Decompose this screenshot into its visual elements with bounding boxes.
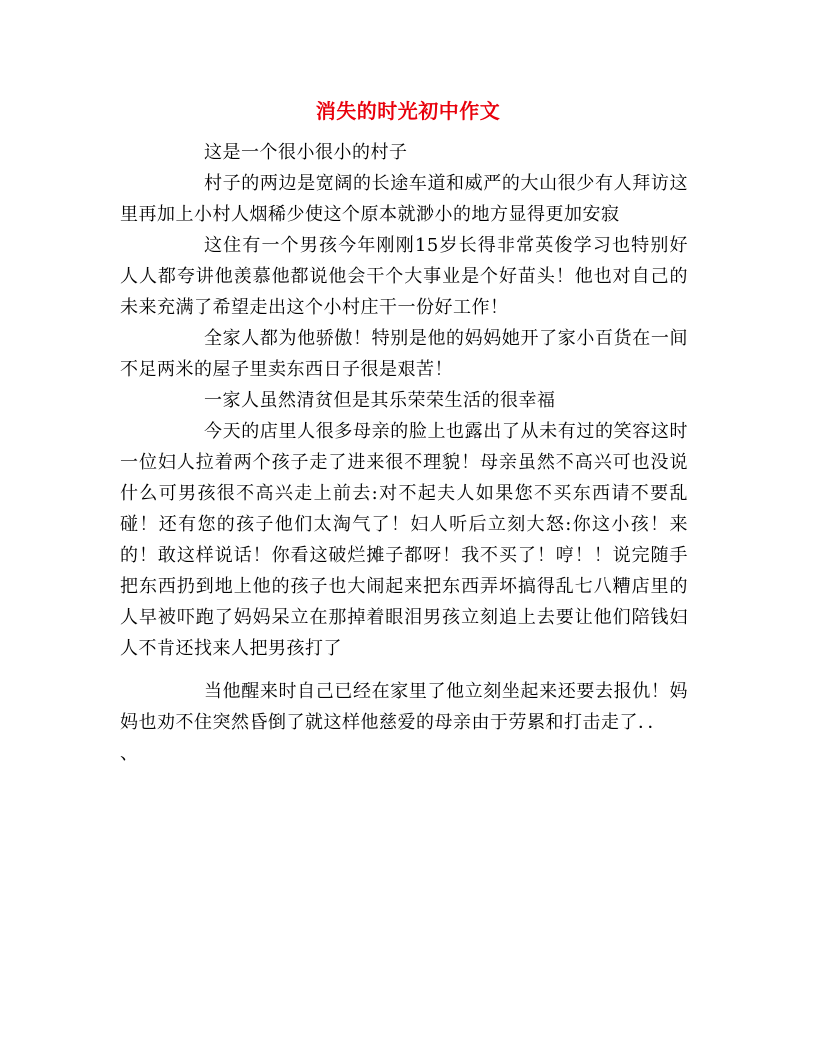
paragraph: 一家人虽然清贫但是其乐荣荣生活的很幸福 <box>204 390 556 411</box>
paragraph: 全家人都为他骄傲！特别是他的妈妈她开了家小百货在一间不足两米的屋子里卖东西日子很是艰苦！ <box>120 328 688 380</box>
page-title: 消失的时光初中作文 <box>315 99 501 123</box>
paragraph: 今天的店里人很多母亲的脸上也露出了从未有过的笑容这时一位妇人拉着两个孩子走了进来很不理貌！母亲虽然不高兴可也没说什么可男孩很不高兴走上前去:对不起夫人如果您不买东西请不要乱碰！还有您的孩子他们太淘气了！妇人听后立刻大怒:你这小孩！来的！敢这样说话！你看这破烂摊子都呀！我不买了！哼！！说完随手把东西扔到地上他的孩子也大闹起来把东西弄坏搞得乱七八糟店里的人早被吓跑了妈妈呆立在那掉着眼泪男孩立刻追上去要让他们陪钱妇人不肯还找来人把男孩打了 <box>120 421 688 659</box>
paragraph: 当他醒来时自己已经在家里了他立刻坐起来还要去报仇！妈妈也劝不住突然昏倒了就这样他慈爱的母亲由于劳累和打击走了．． <box>120 681 688 733</box>
paragraph: 这住有一个男孩今年刚刚15岁长得非常英俊学习也特别好人人都夸讲他羡慕他都说他会干个大事业是个好苗头！他也对自己的未来充满了希望走出这个小村庄干一份好工作！ <box>120 235 688 318</box>
paragraph: 这是一个很小很小的村子 <box>204 142 408 163</box>
essay-body <box>120 137 688 769</box>
paragraph: 村子的两边是宽阔的长途车道和威严的大山很少有人拜访这里再加上小村人烟稀少使这个原本就渺小的地方显得更加安寂 <box>120 173 688 225</box>
trailing-mark: 、 <box>120 743 139 764</box>
